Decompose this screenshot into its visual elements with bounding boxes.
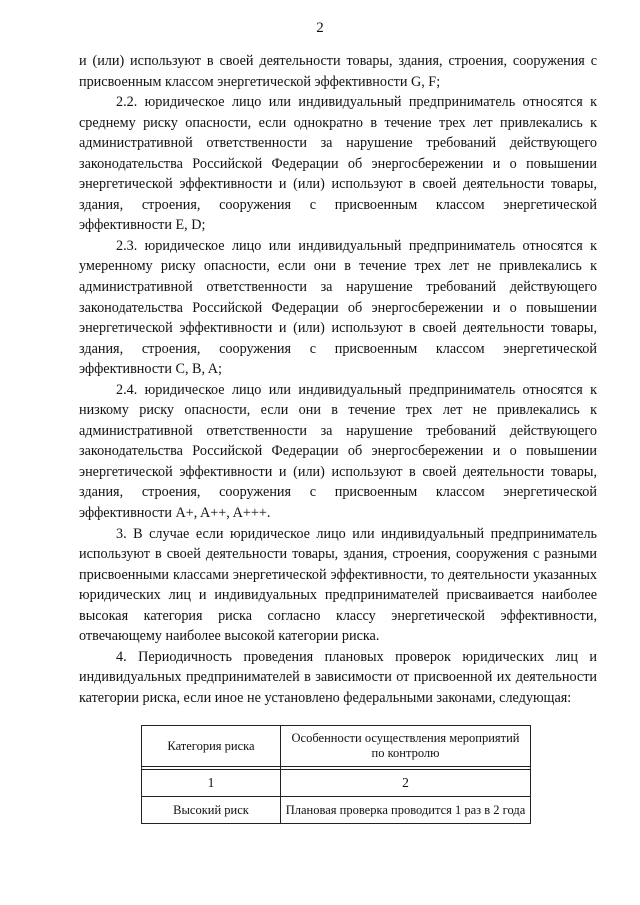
risk-category-cell: Высокий риск <box>142 797 281 824</box>
risk-frequency-table-wrapper <box>141 725 531 824</box>
header-control-features: Особенности осуществления мероприятий по контролю <box>281 726 531 767</box>
control-features-cell: Плановая проверка проводится 1 раз в 2 года <box>281 797 531 824</box>
risk-frequency-table <box>141 725 531 824</box>
table-row <box>142 797 531 824</box>
paragraph-4: 4. Периодичность проведения плановых проверок юридических лиц и индивидуальных предпринимателей в зависимости от присвоенной их деятельности категории риска, если иное не установлено федеральными законами, следующая: <box>79 648 597 706</box>
paragraph-2-2: 2.2. юридическое лицо или индивидуальный предприниматель относятся к среднему риску опасности, если однократно в течение трех лет привлекались к административной ответственности за нарушение требований действующего законодательства Российской Федерации об энергосбережении и о повышении энергетической эффективности и (или) используют в своей деятельности товары, здания, строения, сооружения с присвоенным классом энергетической эффективности E, D; <box>79 94 597 234</box>
paragraph-3: 3. В случае если юридическое лицо или индивидуальный предприниматель используют в своей деятельности товары, здания, строения, сооружения с разными присвоенными классами энергетической эффективности, то деятельности указанных юридических лиц и индивидуальных предпринимателей присваивается наиболее высокая категория риска согласно классу энергетической эффективности, отвечающему наиболее высокой категории риска. <box>79 525 597 645</box>
document-body <box>79 51 597 709</box>
column-number-2: 2 <box>281 770 531 797</box>
table-numbering-row <box>142 770 531 797</box>
paragraph-2-3: 2.3. юридическое лицо или индивидуальный предприниматель относятся к умеренному риску опасности, если они в течение трех лет не привлекались к административной ответственности за нарушение требований действующего законодательства Российской Федерации об энергосбережении и о повышении энергетической эффективности и (или) используют в своей деятельности товары, здания, строения, сооружения с присвоенным классом энергетической эффективности C, B, A; <box>79 237 597 378</box>
header-risk-category: Категория риска <box>142 726 281 767</box>
column-number-1: 1 <box>142 770 281 797</box>
page-number: 2 <box>316 20 324 36</box>
paragraph-2-4: 2.4. юридическое лицо или индивидуальный предприниматель относятся к низкому риску опасности, если они в течение трех лет не привлекались к административной ответственности за нарушение требований действующего законодательства Российской Федерации об энергосбережении и о повышении энергетической эффективности и (или) используют в своей деятельности товары, здания, строения, сооружения с присвоенным классом энергетической эффективности A+, A++, A+++. <box>79 381 597 522</box>
paragraph-2-1-continuation: и (или) используют в своей деятельности товары, здания, строения, сооружения с присвоенным классом энергетической эффективности G, F; <box>79 53 597 90</box>
table-header-row <box>142 726 531 767</box>
